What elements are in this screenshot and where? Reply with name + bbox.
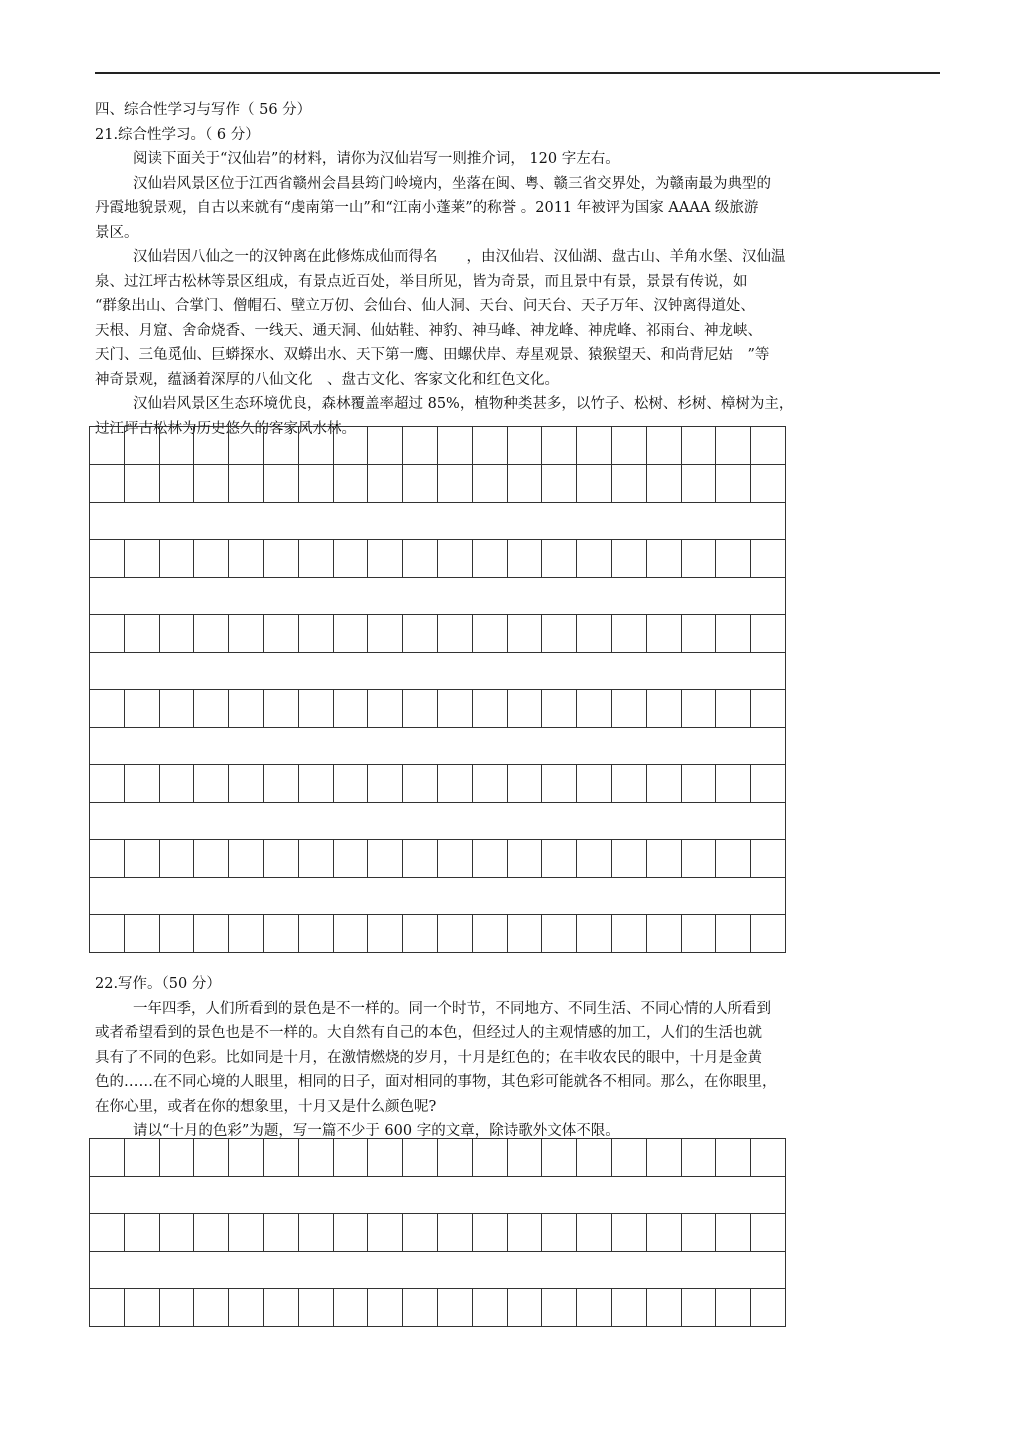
grid-cell[interactable] (611, 765, 646, 803)
grid-cell[interactable] (263, 1214, 298, 1252)
q21-para3-line: 汉仙岩风景区生态环境优良，森林覆盖率超过 85%，植物种类甚多，以竹子、松树、杉树、樟树为主， (133, 396, 794, 412)
grid-cell[interactable] (229, 1139, 264, 1177)
grid-cell[interactable] (577, 427, 612, 465)
grid-cell[interactable] (507, 915, 542, 953)
grid-cell[interactable] (577, 840, 612, 878)
grid-cell[interactable] (507, 1289, 542, 1327)
q21-para2-line: 神奇景观，蕴涵着深厚的八仙文化 、盘古文化、客家文化和红色文化。 (95, 371, 559, 388)
grid-cell[interactable] (437, 465, 472, 503)
q22-para1-line: 色的……在不同心境的人眼里，相同的日子，面对相同的事物，其色彩可能就各不相同。那么，在你眼里， (95, 1074, 777, 1090)
grid-cell[interactable] (646, 840, 681, 878)
grid-cell[interactable] (611, 615, 646, 653)
grid-cell[interactable] (472, 615, 507, 653)
q22-instruction: 请以“十月的色彩”为题，写一篇不少于 600 字的文章，除诗歌外文体不限。 (133, 1123, 620, 1139)
grid-cell[interactable] (229, 1289, 264, 1327)
grid-cell[interactable] (159, 915, 194, 953)
grid-cell[interactable] (298, 465, 333, 503)
grid-cell[interactable] (681, 765, 716, 803)
grid-cell[interactable] (298, 1289, 333, 1327)
grid-cell[interactable] (681, 615, 716, 653)
grid-cell[interactable] (542, 615, 577, 653)
grid-cell[interactable] (437, 765, 472, 803)
grid-cell[interactable] (577, 1289, 612, 1327)
grid-row (90, 840, 786, 878)
grid-cell[interactable] (194, 1289, 229, 1327)
q22-para1-line: 在你心里，或者在你的想象里，十月又是什么颜色呢? (95, 1098, 437, 1115)
grid-cell[interactable] (542, 540, 577, 578)
q21-para1-line: 景区。 (95, 224, 139, 241)
grid-cell[interactable] (333, 540, 368, 578)
grid-cell[interactable] (159, 765, 194, 803)
grid-cell[interactable] (507, 765, 542, 803)
grid-cell[interactable] (507, 840, 542, 878)
grid-cell[interactable] (403, 540, 438, 578)
grid-cell[interactable] (403, 615, 438, 653)
grid-cell[interactable] (194, 1139, 229, 1177)
q22-section (95, 972, 940, 1144)
grid-cell[interactable] (472, 540, 507, 578)
grid-cell[interactable] (194, 915, 229, 953)
grid-cell[interactable] (298, 540, 333, 578)
grid-cell[interactable] (542, 840, 577, 878)
q22-para1-line: 或者希望看到的景色也是不一样的。大自然有自己的本色，但经过人的主观情感的加工，人们的生活也就 (95, 1025, 762, 1041)
grid-cell[interactable] (751, 540, 786, 578)
grid-cell[interactable] (194, 690, 229, 728)
grid-cell[interactable] (751, 915, 786, 953)
grid-cell[interactable] (611, 915, 646, 953)
grid-cell[interactable] (403, 915, 438, 953)
grid-cell[interactable] (368, 765, 403, 803)
grid-cell[interactable] (159, 615, 194, 653)
grid-spacer-row (90, 578, 786, 615)
grid-cell[interactable] (403, 1214, 438, 1252)
grid-cell[interactable] (611, 427, 646, 465)
grid-cell[interactable] (437, 840, 472, 878)
top-rule (95, 72, 940, 74)
grid-spacer (90, 1177, 786, 1214)
grid-cell[interactable] (751, 1214, 786, 1252)
grid-cell[interactable] (681, 465, 716, 503)
grid-cell[interactable] (124, 615, 159, 653)
grid-cell[interactable] (472, 1214, 507, 1252)
grid-row (90, 465, 786, 503)
grid-cell[interactable] (646, 1139, 681, 1177)
grid-cell[interactable] (333, 1289, 368, 1327)
grid-cell[interactable] (368, 615, 403, 653)
grid-cell[interactable] (437, 690, 472, 728)
grid-spacer (90, 653, 786, 690)
grid-cell[interactable] (472, 1289, 507, 1327)
grid-cell[interactable] (716, 765, 751, 803)
grid-cell[interactable] (716, 690, 751, 728)
grid-cell[interactable] (124, 840, 159, 878)
grid-cell[interactable] (368, 427, 403, 465)
grid-cell[interactable] (472, 915, 507, 953)
grid-cell[interactable] (194, 615, 229, 653)
grid-cell[interactable] (298, 690, 333, 728)
grid-cell[interactable] (611, 540, 646, 578)
grid-cell[interactable] (90, 1289, 125, 1327)
grid-cell[interactable] (403, 465, 438, 503)
grid-spacer (90, 578, 786, 615)
grid-cell[interactable] (507, 1214, 542, 1252)
grid-cell[interactable] (542, 765, 577, 803)
grid-cell[interactable] (646, 1289, 681, 1327)
grid-row (90, 765, 786, 803)
grid-cell[interactable] (751, 465, 786, 503)
grid-cell[interactable] (229, 840, 264, 878)
grid-cell[interactable] (611, 690, 646, 728)
grid-cell[interactable] (194, 540, 229, 578)
grid-cell[interactable] (542, 465, 577, 503)
grid-cell[interactable] (751, 427, 786, 465)
grid-cell[interactable] (751, 690, 786, 728)
grid-cell[interactable] (263, 765, 298, 803)
grid-spacer-row (90, 1177, 786, 1214)
grid-cell[interactable] (333, 915, 368, 953)
grid-spacer-row (90, 878, 786, 915)
grid-cell[interactable] (577, 1139, 612, 1177)
grid-cell[interactable] (681, 1289, 716, 1327)
grid-cell[interactable] (577, 615, 612, 653)
grid-cell[interactable] (229, 690, 264, 728)
grid-cell[interactable] (681, 915, 716, 953)
grid-cell[interactable] (611, 840, 646, 878)
grid-cell[interactable] (368, 1289, 403, 1327)
grid-cell[interactable] (751, 765, 786, 803)
grid-cell[interactable] (124, 1139, 159, 1177)
grid-cell[interactable] (124, 540, 159, 578)
grid-cell[interactable] (542, 1289, 577, 1327)
grid-cell[interactable] (507, 540, 542, 578)
grid-cell[interactable] (577, 540, 612, 578)
grid-cell[interactable] (681, 690, 716, 728)
grid-cell[interactable] (646, 465, 681, 503)
q21-para1-line: 丹霞地貌景观，自古以来就有“虔南第一山”和“江南小蓬莱”的称誉 。2011 年被评为国家 AAAA 级旅游 (95, 200, 759, 216)
grid-cell[interactable] (333, 690, 368, 728)
grid-cell[interactable] (229, 615, 264, 653)
q21-para3-line: 过江坪古松林为历史悠久的客家风水林。 (95, 420, 356, 437)
grid-cell[interactable] (263, 690, 298, 728)
grid-cell[interactable] (90, 690, 125, 728)
grid-cell[interactable] (403, 427, 438, 465)
grid-row (90, 1289, 786, 1327)
grid-cell[interactable] (368, 915, 403, 953)
grid-cell[interactable] (368, 690, 403, 728)
grid-cell[interactable] (229, 1214, 264, 1252)
q21-para2-line: 天门、三龟觅仙、巨蟒探水、双蟒出水、天下第一鹰、田螺伏岸、寿星观景、猿猴望天、和尚背尼姑 ”等 (95, 347, 770, 363)
grid-spacer-row (90, 803, 786, 840)
grid-spacer (90, 1252, 786, 1289)
grid-cell[interactable] (611, 465, 646, 503)
grid-cell[interactable] (716, 465, 751, 503)
grid-cell[interactable] (751, 615, 786, 653)
grid-cell[interactable] (90, 427, 125, 465)
grid-cell[interactable] (646, 1214, 681, 1252)
grid-cell[interactable] (159, 465, 194, 503)
grid-cell[interactable] (90, 1139, 125, 1177)
grid-cell[interactable] (437, 915, 472, 953)
grid-cell[interactable] (716, 1214, 751, 1252)
grid-cell[interactable] (368, 1214, 403, 1252)
grid-cell[interactable] (681, 427, 716, 465)
grid-cell[interactable] (333, 1139, 368, 1177)
grid-cell[interactable] (751, 1289, 786, 1327)
grid-cell[interactable] (263, 465, 298, 503)
grid-cell[interactable] (716, 1289, 751, 1327)
grid-cell[interactable] (333, 427, 368, 465)
grid-cell[interactable] (646, 915, 681, 953)
grid-cell[interactable] (229, 915, 264, 953)
grid-cell[interactable] (159, 690, 194, 728)
grid-cell[interactable] (333, 765, 368, 803)
grid-cell[interactable] (333, 1214, 368, 1252)
grid-cell[interactable] (159, 840, 194, 878)
grid-cell[interactable] (403, 840, 438, 878)
grid-cell[interactable] (437, 615, 472, 653)
grid-cell[interactable] (194, 765, 229, 803)
grid-spacer-row (90, 503, 786, 540)
grid-cell[interactable] (298, 765, 333, 803)
grid-row (90, 1214, 786, 1252)
grid-cell[interactable] (472, 690, 507, 728)
grid-cell[interactable] (229, 540, 264, 578)
grid-cell[interactable] (716, 615, 751, 653)
grid-cell[interactable] (194, 840, 229, 878)
grid-cell[interactable] (681, 540, 716, 578)
grid-cell[interactable] (368, 540, 403, 578)
grid-cell[interactable] (263, 915, 298, 953)
grid-cell[interactable] (298, 427, 333, 465)
q21-section (95, 98, 940, 441)
grid-cell[interactable] (90, 540, 125, 578)
q22-title: 22.写作。（50 分） (95, 976, 221, 992)
grid-cell[interactable] (159, 1139, 194, 1177)
grid-cell[interactable] (542, 690, 577, 728)
grid-spacer (90, 728, 786, 765)
grid-cell[interactable] (716, 427, 751, 465)
grid-row (90, 915, 786, 953)
grid-cell[interactable] (681, 1139, 716, 1177)
grid-cell[interactable] (124, 1289, 159, 1327)
grid-cell[interactable] (194, 427, 229, 465)
grid-cell[interactable] (263, 427, 298, 465)
grid-cell[interactable] (472, 427, 507, 465)
grid-cell[interactable] (263, 840, 298, 878)
grid-cell[interactable] (333, 840, 368, 878)
grid-cell[interactable] (716, 540, 751, 578)
grid-cell[interactable] (472, 840, 507, 878)
grid-cell[interactable] (124, 1214, 159, 1252)
q22-para1-line: 一年四季，人们所看到的景色是不一样的。同一个时节，不同地方、不同生活、不同心情的人所看到 (133, 1000, 771, 1017)
grid-spacer-row (90, 728, 786, 765)
grid-cell[interactable] (577, 765, 612, 803)
grid-cell[interactable] (159, 540, 194, 578)
grid-cell[interactable] (751, 840, 786, 878)
grid-cell[interactable] (368, 840, 403, 878)
grid-cell[interactable] (437, 427, 472, 465)
grid-cell[interactable] (298, 1214, 333, 1252)
q21-prompt: 阅读下面关于“汉仙岩”的材料，请你为汉仙岩写一则推介词， 120 字左右。 (133, 151, 620, 167)
grid-cell[interactable] (437, 1139, 472, 1177)
q22-answer-grid[interactable] (89, 1138, 786, 1327)
grid-cell[interactable] (124, 915, 159, 953)
grid-cell[interactable] (263, 1139, 298, 1177)
grid-cell[interactable] (263, 615, 298, 653)
grid-cell[interactable] (90, 465, 125, 503)
grid-cell[interactable] (611, 1139, 646, 1177)
grid-cell[interactable] (90, 915, 125, 953)
grid-cell[interactable] (229, 465, 264, 503)
grid-cell[interactable] (403, 690, 438, 728)
q22-para1-line: 具有了不同的色彩。比如同是十月，在激情燃烧的岁月，十月是红色的；在丰收农民的眼中，十月是金黄 (95, 1049, 762, 1066)
grid-cell[interactable] (577, 915, 612, 953)
q21-para2-line: 汉仙岩因八仙之一的汉钟离在此修炼成仙而得名 ，由汉仙岩、汉仙湖、盘古山、羊角水堡、汉仙温 (133, 249, 786, 265)
grid-row (90, 427, 786, 465)
grid-cell[interactable] (646, 690, 681, 728)
section-title: 四、综合性学习与写作（ 56 分） (95, 102, 312, 118)
grid-cell[interactable] (646, 427, 681, 465)
grid-cell[interactable] (194, 1214, 229, 1252)
grid-cell[interactable] (507, 465, 542, 503)
grid-cell[interactable] (437, 540, 472, 578)
grid-cell[interactable] (716, 840, 751, 878)
grid-cell[interactable] (298, 615, 333, 653)
grid-cell[interactable] (194, 465, 229, 503)
q21-para2-line: “群象出山、合掌门、僧帽石、壁立万仞、会仙台、仙人洞、天台、问天台、天子万年、汉钟离得道处、 (95, 298, 755, 314)
grid-cell[interactable] (368, 1139, 403, 1177)
grid-row (90, 1139, 786, 1177)
q21-para1-line: 汉仙岩风景区位于江西省赣州会昌县筠门岭境内，坐落在闽、粤、赣三省交界处，为赣南最为典型的 (133, 175, 771, 192)
grid-cell[interactable] (90, 615, 125, 653)
grid-cell[interactable] (263, 540, 298, 578)
grid-cell[interactable] (472, 765, 507, 803)
grid-cell[interactable] (229, 427, 264, 465)
grid-cell[interactable] (716, 915, 751, 953)
grid-spacer (90, 503, 786, 540)
grid-spacer-row (90, 653, 786, 690)
grid-cell[interactable] (577, 465, 612, 503)
grid-cell[interactable] (681, 1214, 716, 1252)
grid-cell[interactable] (298, 1139, 333, 1177)
grid-cell[interactable] (507, 1139, 542, 1177)
q21-answer-grid[interactable] (89, 426, 786, 953)
grid-cell[interactable] (90, 840, 125, 878)
grid-cell[interactable] (751, 1139, 786, 1177)
grid-cell[interactable] (472, 465, 507, 503)
grid-cell[interactable] (124, 465, 159, 503)
grid-cell[interactable] (229, 765, 264, 803)
grid-cell[interactable] (368, 465, 403, 503)
grid-spacer (90, 803, 786, 840)
grid-cell[interactable] (646, 765, 681, 803)
grid-row (90, 615, 786, 653)
grid-cell[interactable] (263, 1289, 298, 1327)
grid-cell[interactable] (437, 1289, 472, 1327)
grid-cell[interactable] (542, 1214, 577, 1252)
grid-cell[interactable] (298, 915, 333, 953)
grid-cell[interactable] (507, 690, 542, 728)
grid-cell[interactable] (542, 1139, 577, 1177)
grid-cell[interactable] (90, 765, 125, 803)
grid-cell[interactable] (611, 1214, 646, 1252)
grid-cell[interactable] (507, 615, 542, 653)
grid-cell[interactable] (333, 465, 368, 503)
grid-cell[interactable] (542, 915, 577, 953)
grid-spacer (90, 878, 786, 915)
grid-cell[interactable] (403, 765, 438, 803)
grid-cell[interactable] (646, 540, 681, 578)
grid-cell[interactable] (298, 840, 333, 878)
grid-cell[interactable] (159, 1289, 194, 1327)
grid-row (90, 540, 786, 578)
grid-cell[interactable] (472, 1139, 507, 1177)
grid-cell[interactable] (681, 840, 716, 878)
grid-cell[interactable] (333, 615, 368, 653)
grid-cell[interactable] (577, 1214, 612, 1252)
grid-cell[interactable] (124, 765, 159, 803)
grid-cell[interactable] (159, 427, 194, 465)
q21-title: 21.综合性学习。（ 6 分） (95, 126, 260, 143)
grid-spacer-row (90, 1252, 786, 1289)
grid-row (90, 690, 786, 728)
grid-cell[interactable] (403, 1139, 438, 1177)
grid-cell[interactable] (646, 615, 681, 653)
grid-cell[interactable] (124, 690, 159, 728)
grid-cell[interactable] (716, 1139, 751, 1177)
grid-cell[interactable] (542, 427, 577, 465)
q21-para2-line: 天根、月窟、舍命烧香、一线天、通天洞、仙姑鞋、神豹、神马峰、神龙峰、神虎峰、祁雨台、神龙峡、 (95, 322, 762, 339)
grid-cell[interactable] (437, 1214, 472, 1252)
grid-cell[interactable] (577, 690, 612, 728)
q21-para2-line: 泉、过江坪古松林等景区组成，有景点近百处，举目所见，皆为奇景，而且景中有景，景景有传说，如 (95, 273, 748, 290)
grid-cell[interactable] (90, 1214, 125, 1252)
grid-cell[interactable] (403, 1289, 438, 1327)
grid-cell[interactable] (124, 427, 159, 465)
grid-cell[interactable] (611, 1289, 646, 1327)
grid-cell[interactable] (159, 1214, 194, 1252)
grid-cell[interactable] (507, 427, 542, 465)
